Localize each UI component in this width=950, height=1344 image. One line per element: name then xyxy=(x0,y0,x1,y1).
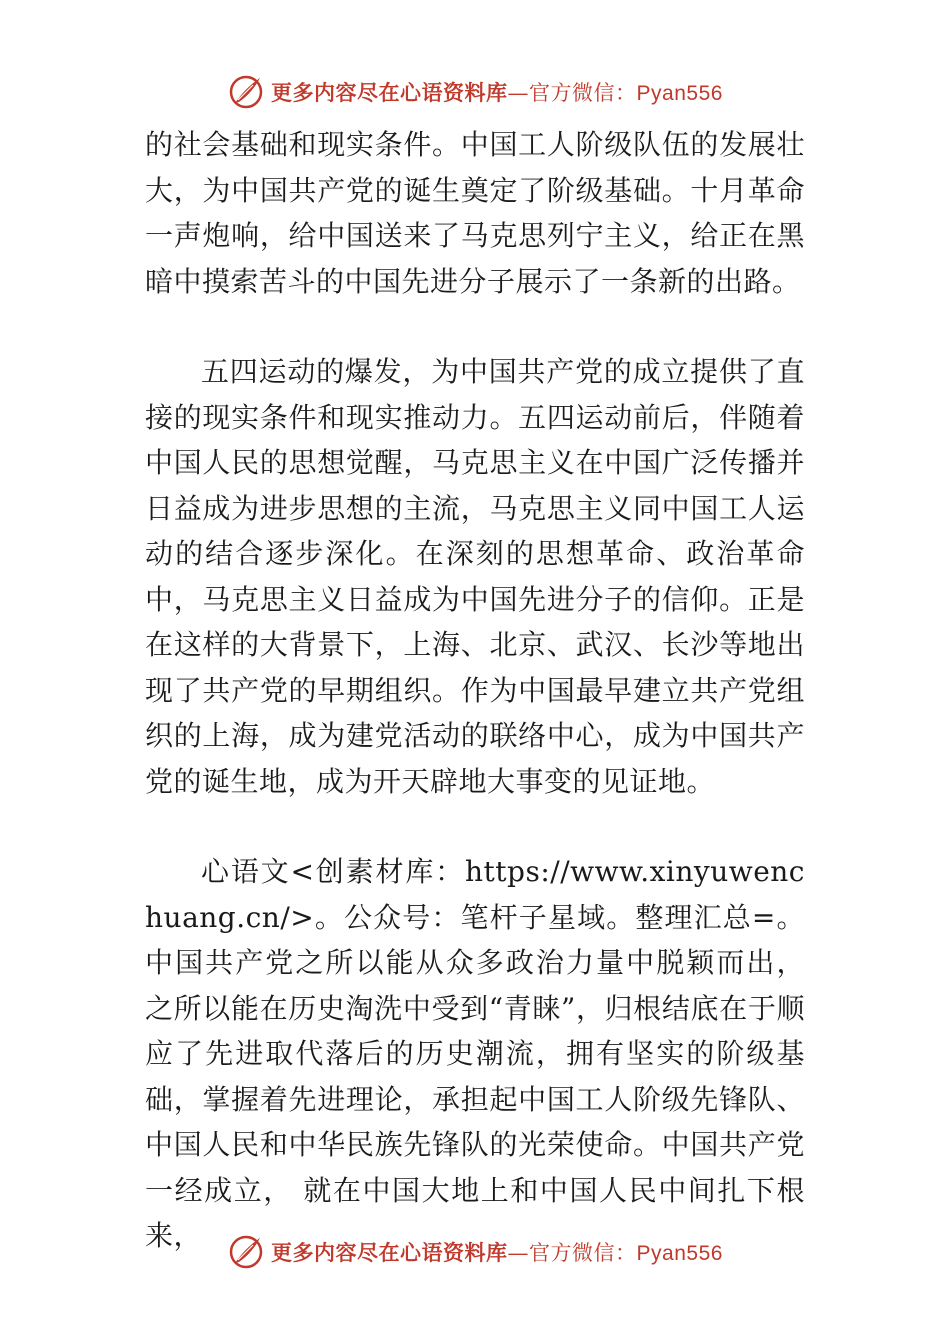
footer-watermark-text xyxy=(271,1237,723,1267)
header-watermark xyxy=(0,70,950,114)
footer-watermark-main: 更多内容尽在心语资料库 xyxy=(271,1240,508,1265)
quill-logo-icon xyxy=(227,1233,265,1271)
footer-watermark-contact: 官方微信：Pyan556 xyxy=(529,1242,723,1265)
footer-watermark xyxy=(0,1230,950,1274)
header-watermark-sep: — xyxy=(507,81,530,105)
paragraph-may-fourth: 五四运动的爆发，为中国共产党的成立提供了直接的现实条件和现实推动力。五四运动前后，伴随着中国人民的思想觉醒，马克思主义在中国广泛传播并日益成为进步思想的主流，马克思主义同中国工人运动的结合逐步深化。在深刻的思想革命、政治革命中，马克思主义日益成为中国先进分子的信仰。正是在这样的大背景下，上海、北京、武汉、长沙等地出现了共产党的早期组织。作为中国最早建立共产党组织的上海，成为建党活动的联络中心，成为中国共产党的诞生地，成为开天辟地大事变的见证地。 xyxy=(145,355,805,798)
header-watermark-contact: 官方微信：Pyan556 xyxy=(529,82,723,105)
paragraph-continued: 的社会基础和现实条件。中国工人阶级队伍的发展壮大，为中国共产党的诞生奠定了阶级基础。十月革命一声炮响，给中国送来了马克思列宁主义，给正在黑暗中摸索苦斗的中国先进分子展示了一条新的出路。 xyxy=(145,128,805,298)
paragraph-xinyu: 心语文<创素材库：https://www.xinyuwenchuang.cn/>。公众号：笔杆子星域。整理汇总=。中国共产党之所以能从众多政治力量中脱颖而出， 之所以能在历史淘洗中受到“青睐”，归根结底在于顺应了先进取代落后的历史潮流，拥有坚实的阶级基础，掌握着先进理论，承担起中国工人阶级先锋队、中国人民和中华民族先锋队的光荣使命。中国共产党一经成立， 就在中国大地上和中国人民中间扎下根来， xyxy=(145,855,805,1252)
footer-watermark-sep: — xyxy=(507,1241,530,1265)
quill-logo-icon xyxy=(227,73,265,111)
document-body xyxy=(145,122,805,1259)
header-watermark-text xyxy=(271,77,723,107)
header-watermark-main: 更多内容尽在心语资料库 xyxy=(271,80,508,105)
